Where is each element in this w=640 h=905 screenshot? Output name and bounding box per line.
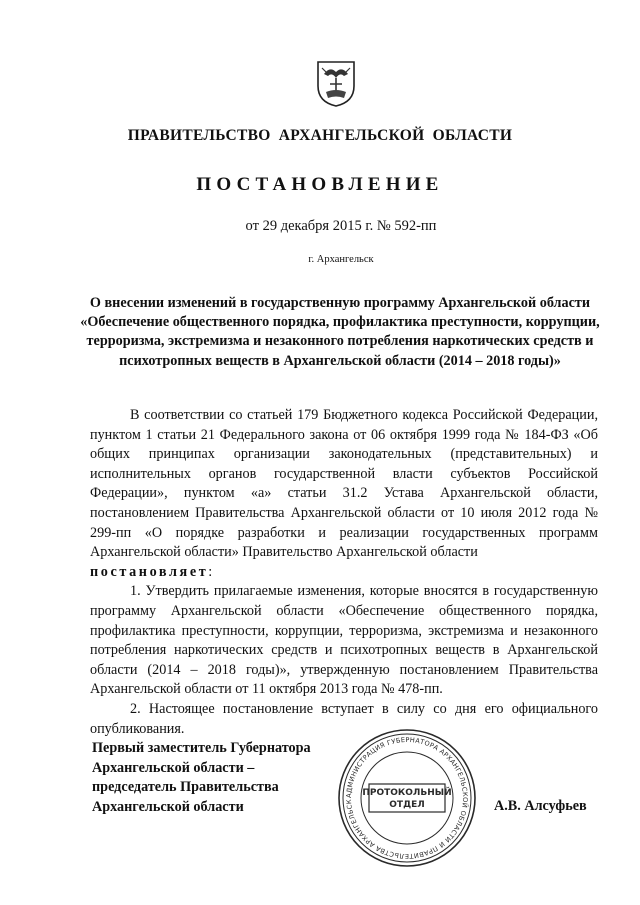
stamp-ring-text: АДМИНИСТРАЦИЯ ГУБЕРНАТОРА АРХАНГЕЛЬСКОЙ ОБЛАСТИ И ПРАВИТЕЛЬСТВА АРХАНГЕЛЬСК (344, 735, 470, 861)
document-date-number: от 29 декабря 2015 г. № 592-пп (245, 218, 437, 234)
document-type: ПОСТАНОВЛЕНИЕ (196, 174, 444, 195)
signatory-name: А.В. Алсуфьев (494, 798, 587, 814)
signatory-position-line: Архангельской области (92, 798, 244, 815)
item-1-paragraph: 1. Утвердить прилагаемые изменения, которые вносятся в государственную программу Архангельской области «Обеспечение общественного порядка, профилактика преступности, коррупции, терроризма, экстремизма и незаконного потребления наркотических средств и психотропных веществ в Архангельской области (2014 – 2018 годы)», утвержденную постановлением Правительства Архангельской области от 11 октября 2013 года № 478-пп. (90, 583, 598, 698)
item-2-paragraph: 2. Настоящее постановление вступает в силу со дня его официального опубликования. (90, 700, 598, 737)
decree-colon: : (208, 563, 213, 580)
preamble-paragraph (90, 406, 598, 563)
decree-paragraph (90, 563, 598, 583)
decree-word: постановляет (90, 563, 209, 580)
stamp-center-line2: ОТДЕЛ (389, 800, 425, 810)
signatory-position-line: Архангельской области – (92, 759, 255, 776)
coat-of-arms-icon (314, 58, 358, 108)
document-title: О внесении изменений в государственную программу Архангельской области «Обеспечение общественного порядка, профилактика преступности, коррупции, терроризма, экстремизма и незаконного потребления наркотических средств и психотропных веществ в Архангельской области (2014 – 2018 годы)» (80, 295, 600, 369)
signatory-position-line: председатель Правительства (92, 779, 279, 796)
signatory-position-line: Первый заместитель Губернатора (92, 740, 311, 756)
document-body (90, 406, 598, 739)
official-stamp (337, 728, 477, 868)
preamble-text: В соответствии со статьей 179 Бюджетного кодекса Российской Федерации, пунктом 1 статьи 21 Федерального закона от 06 октября 1999 года № 184-ФЗ «Об общих принципах организации законодательных (представительных) и исполнительных органов государственной власти субъектов Российской Федерации», пунктом «а» статьи 31.2 Устава Архангельской области, постановлением Правительства Архангельской области от 10 июля 2012 года № 299-пп «О порядке разработки и реализации государственных программ Архангельской области» Правительство Архангельской области (90, 407, 598, 561)
stamp-center-line1: ПРОТОКОЛЬНЫЙ (362, 788, 452, 798)
document-city: г. Архангельск (308, 254, 374, 265)
signatory-position (92, 739, 311, 817)
organization-name: ПРАВИТЕЛЬСТВО АРХАНГЕЛЬСКОЙ ОБЛАСТИ (127, 127, 513, 144)
